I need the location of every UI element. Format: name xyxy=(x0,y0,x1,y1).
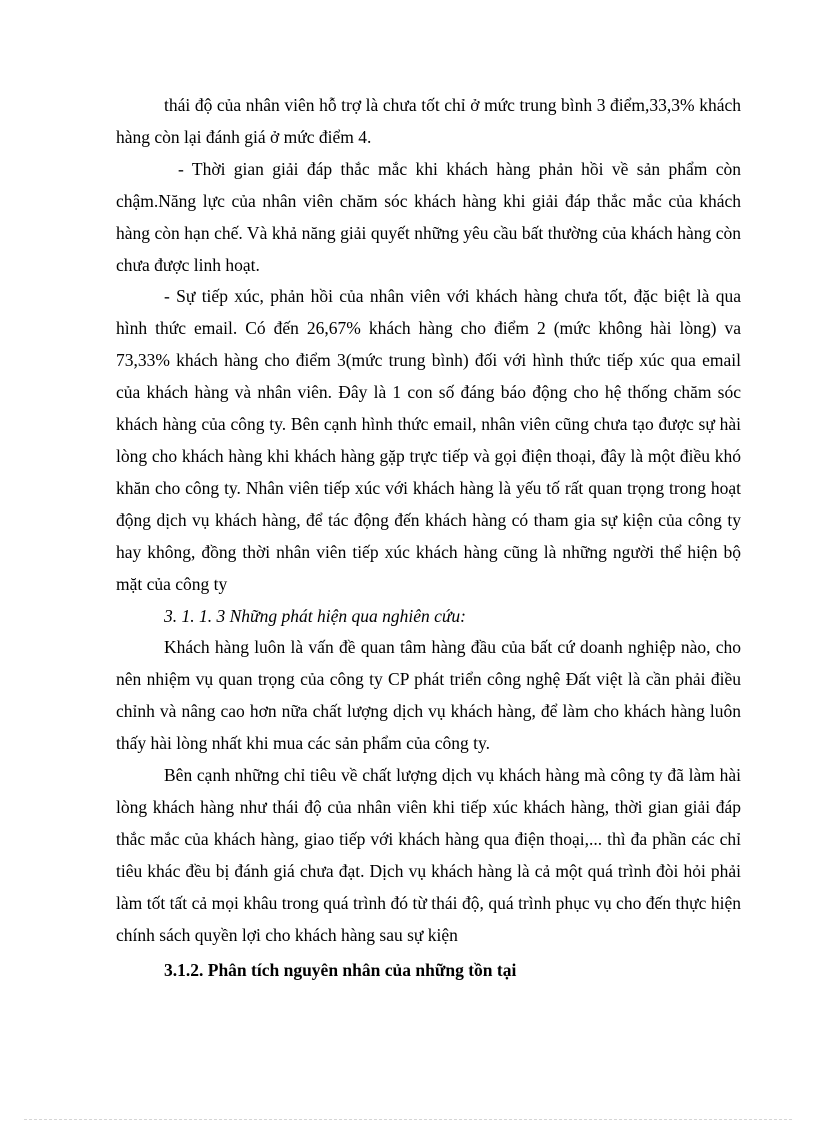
paragraph-service-indicators: Bên cạnh những chỉ tiêu về chất lượng dịch vụ khách hàng mà công ty đã làm hài lòng khách hàng như thái độ của nhân viên khi tiếp xúc khách hàng, thời gian giải đáp thắc mắc của khách hàng, giao tiếp với khách hàng qua điện thoại,... thì đa phần các chỉ tiêu khác đều bị đánh giá chưa đạt. Dịch vụ khách hàng là cả một quá trình đòi hỏi phải làm tốt tất cả mọi khâu trong quá trình đó từ thái độ, quá trình phục vụ cho đến thực hiện chính sách quyền lợi cho khách hàng sau sự kiện xyxy=(116,765,741,945)
page-bottom-divider xyxy=(24,1119,792,1120)
paragraph-response-time: - Thời gian giải đáp thắc mắc khi khách hàng phản hồi về sản phẩm còn chậm.Năng lực của nhân viên chăm sóc khách hàng khi giải đáp thắc mắc của khách hàng còn hạn chế. Và khả năng giải quyết những yêu cầu bất thường của khách hàng còn chưa được linh hoạt. xyxy=(116,158,741,275)
subsection-heading: 3. 1. 1. 3 Những phát hiện qua nghiên cứu: xyxy=(164,605,466,626)
document-page xyxy=(116,90,741,987)
paragraph-staff-contact: - Sự tiếp xúc, phản hồi của nhân viên với khách hàng chưa tốt, đặc biệt là qua hình thức email. Có đến 26,67% khách hàng cho điểm 2 (mức không hài lòng) va 73,33% khách hàng cho điểm 3(mức trung bình) đối với hình thức tiếp xúc qua email của khách hàng và nhân viên. Đây là 1 con số đáng báo động cho hệ thống chăm sóc khách hàng của công ty. Bên cạnh hình thức email, nhân viên cũng chưa tạo được sự hài lòng cho khách hàng khi khách hàng gặp trực tiếp và gọi điện thoại, đây là một điều khó khăn cho công ty. Nhân viên tiếp xúc với khách hàng là yếu tố rất quan trọng trong hoạt động dịch vụ khách hàng, để tác động đến khách hàng có tham gia sự kiện của công ty hay không, đồng thời nhân viên tiếp xúc khách hàng cũng là những người thể hiện bộ mặt của công ty xyxy=(116,286,741,594)
paragraph-customer-priority: Khách hàng luôn là vấn đề quan tâm hàng đầu của bất cứ doanh nghiệp nào, cho nên nhiệm vụ quan trọng của công ty CP phát triển công nghệ Đất việt là cần phải điều chỉnh và nâng cao hơn nữa chất lượng dịch vụ khách hàng, để làm cho khách hàng luôn thấy hài lòng nhất khi mua các sản phẩm của công ty. xyxy=(116,637,741,754)
paragraph-continuation: thái độ của nhân viên hỗ trợ là chưa tốt chỉ ở mức trung bình 3 điểm,33,3% khách hàng còn lại đánh giá ở mức điểm 4. xyxy=(116,95,741,147)
section-heading: 3.1.2. Phân tích nguyên nhân của những tồn tại xyxy=(164,960,517,981)
